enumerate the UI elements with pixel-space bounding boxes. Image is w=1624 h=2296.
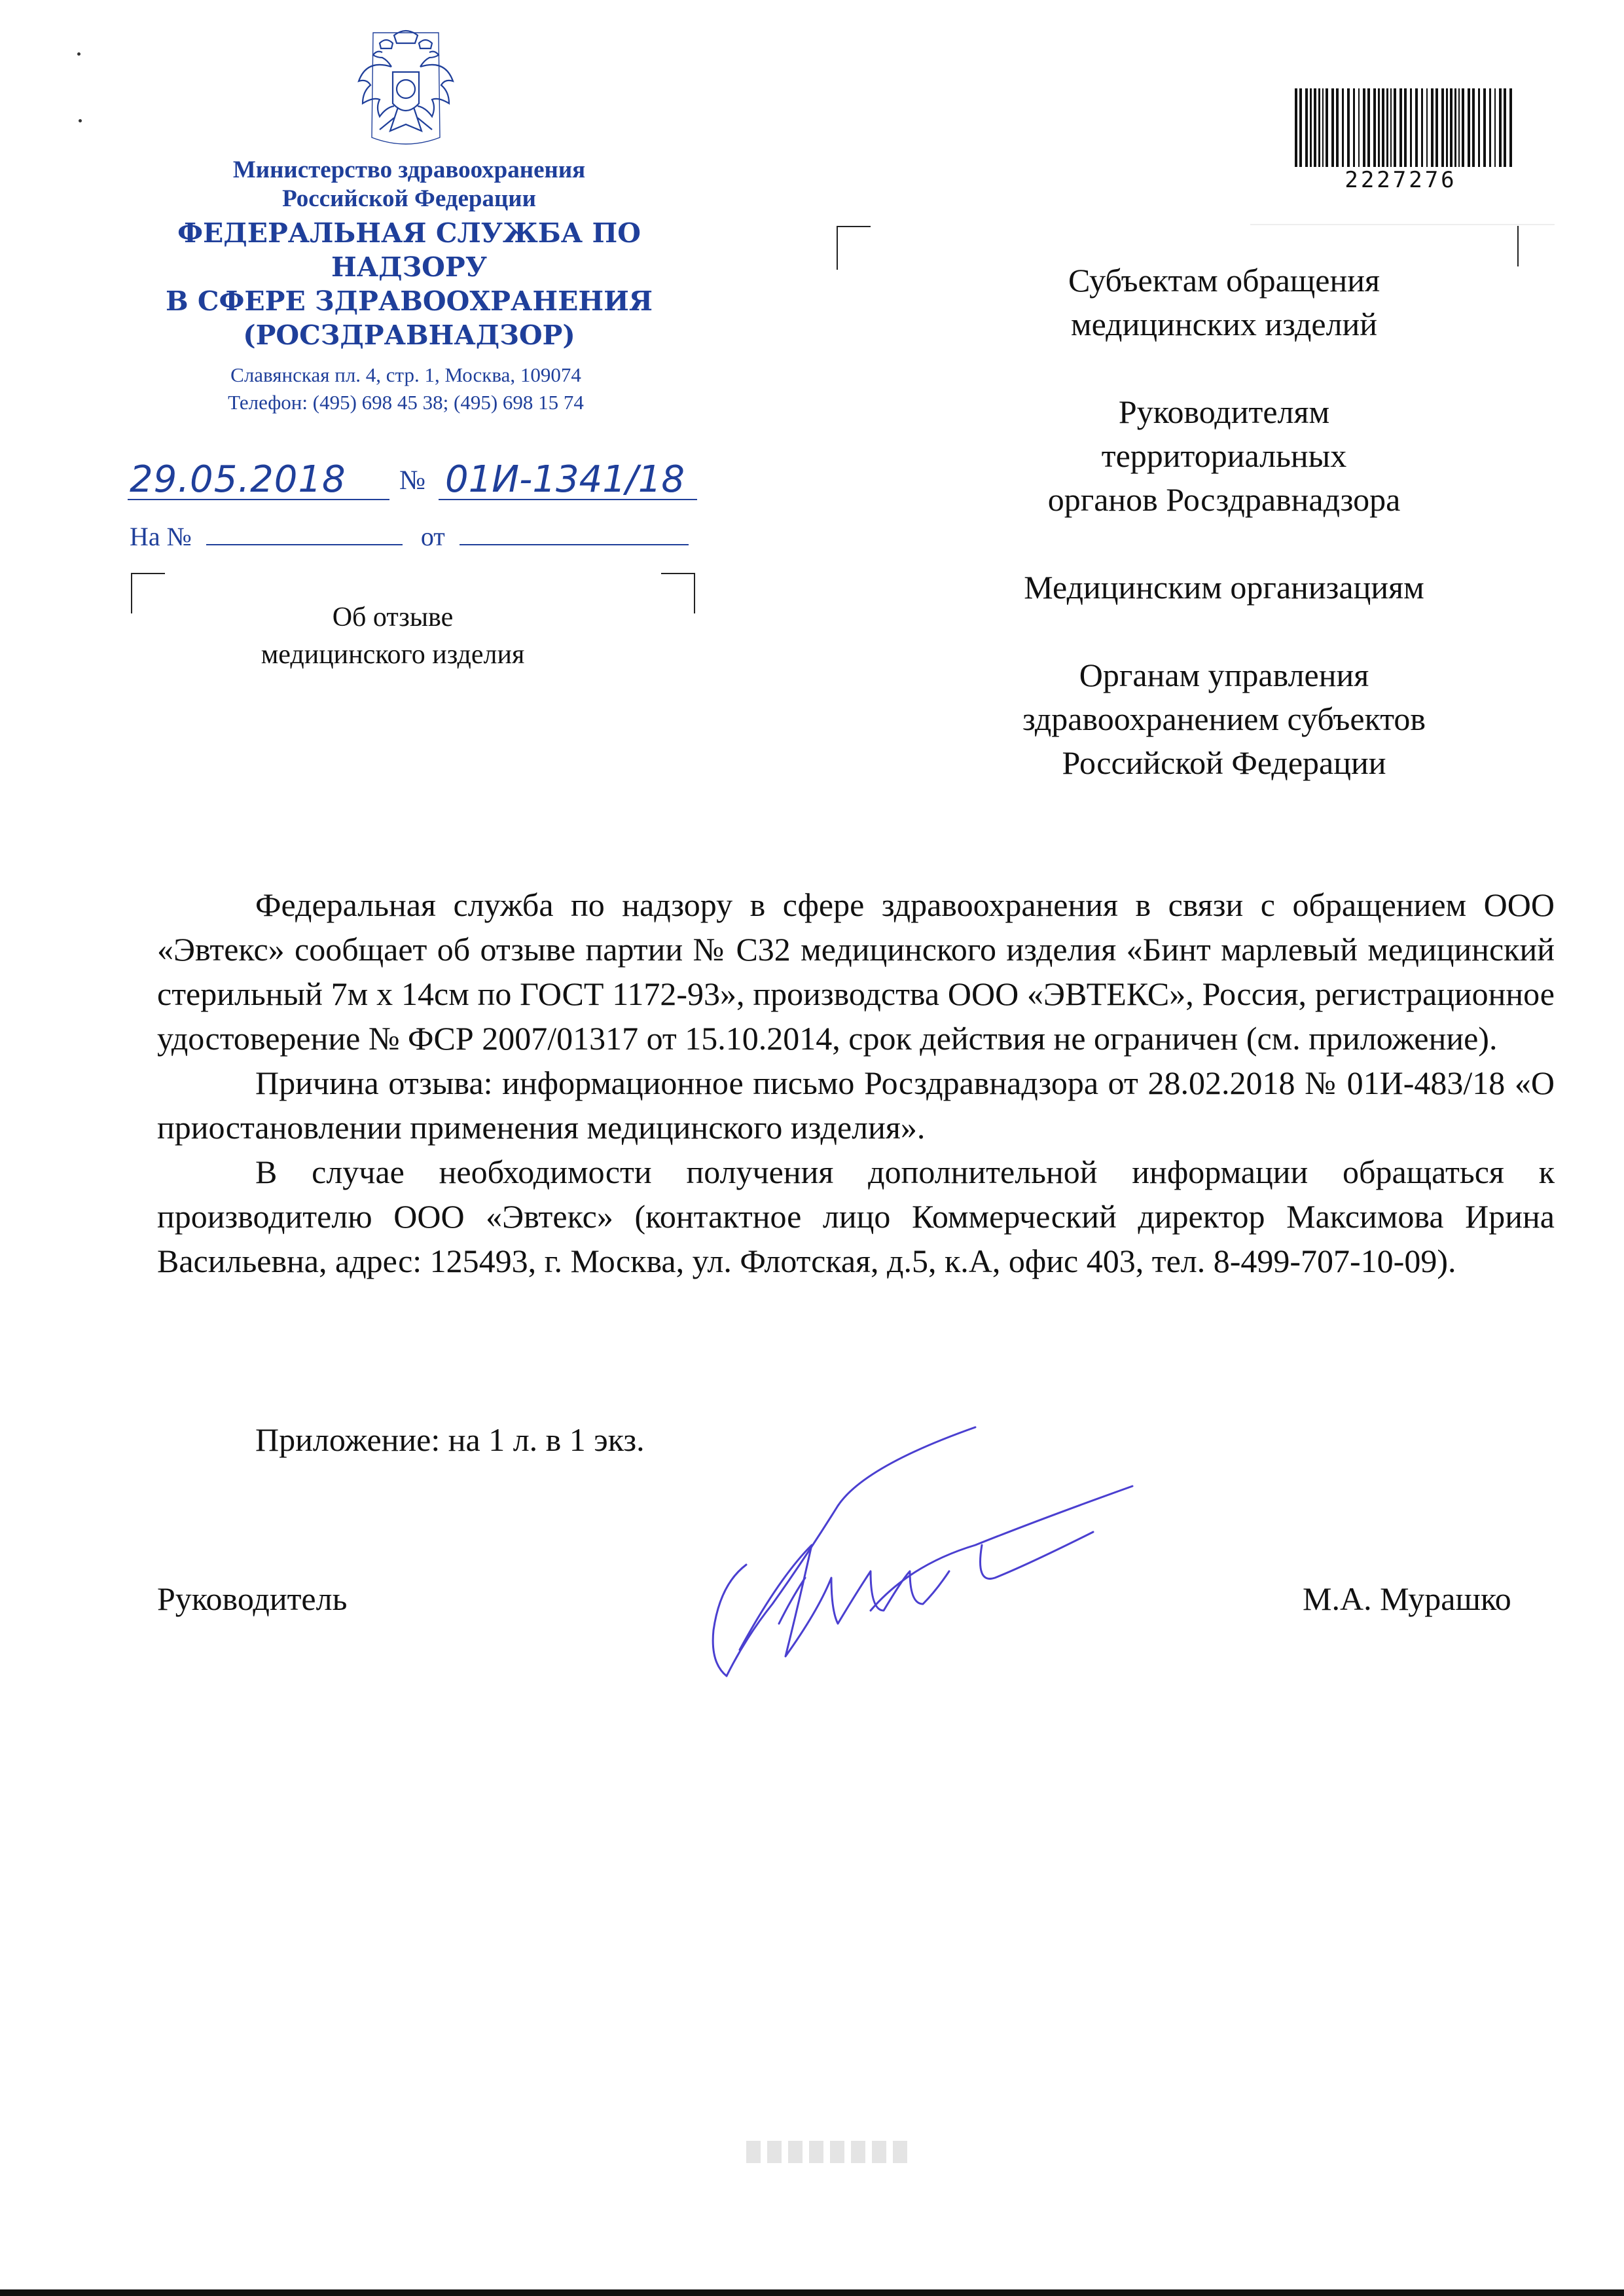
scan-speck xyxy=(79,119,82,122)
subject-line-2: медицинского изделия xyxy=(261,640,525,670)
ministry-line-2: Российской Федерации xyxy=(282,185,536,212)
recipient-group xyxy=(890,259,1558,346)
agency-line-1: ФЕДЕРАЛЬНАЯ СЛУЖБА ПО НАДЗОРУ xyxy=(177,217,641,283)
recipient-line: Органам управления xyxy=(1079,657,1369,693)
signer-name: М.А. Мурашко xyxy=(1303,1580,1511,1617)
faint-stamp-mark xyxy=(740,2121,923,2174)
barcode-bar xyxy=(1399,88,1402,167)
barcode-bar xyxy=(1295,88,1297,167)
registration-number-label: № xyxy=(399,465,426,496)
barcode-bar xyxy=(1299,88,1302,167)
barcode-bar xyxy=(1322,88,1324,167)
attachment-note: Приложение: на 1 л. в 1 экз. xyxy=(255,1421,645,1458)
ministry-name xyxy=(164,156,655,213)
address-bracket-left xyxy=(837,226,871,270)
recipient-line: здравоохранением субъектов xyxy=(1022,701,1426,737)
registration-number: 01И-1341/18 xyxy=(445,458,685,501)
barcode-bar xyxy=(1331,88,1334,167)
coat-of-arms-icon xyxy=(353,26,458,151)
body-paragraph-3: В случае необходимости получения дополнительной информации обращаться к производителю ООО «Эвтекс» (контактное лицо Коммерческий директор Максимова Ирина Васильевна, адрес: 125493, г. Москва, ул. Флотская, д.5, к.А, офис 403, тел. 8-499-707-10-09). xyxy=(157,1154,1555,1279)
reference-date-blank xyxy=(460,520,689,545)
barcode-bar xyxy=(1367,88,1370,167)
barcode-bar xyxy=(1326,88,1328,167)
recipient-line: Субъектам обращения xyxy=(1068,262,1380,299)
barcode-bar xyxy=(1353,88,1355,167)
barcode-icon xyxy=(1250,62,1555,226)
barcode-bar xyxy=(1410,88,1412,167)
letter-body xyxy=(157,883,1555,1283)
barcode-bar xyxy=(1499,88,1502,167)
agency-line-3: (РОСЗДРАВНАДЗОР) xyxy=(243,319,575,351)
subject-bracket-left xyxy=(131,573,165,613)
reference-number-blank xyxy=(206,520,403,545)
barcode-bar xyxy=(1415,88,1418,167)
number-underline xyxy=(439,499,697,500)
barcode-bar xyxy=(1318,88,1320,167)
recipient-line: Руководителям xyxy=(1118,393,1330,430)
barcode-bar xyxy=(1472,88,1475,167)
barcode-bar xyxy=(1509,88,1512,167)
barcode-bar xyxy=(1468,88,1470,167)
barcode-bar xyxy=(1404,88,1407,167)
handwritten-signature xyxy=(700,1414,1159,1715)
body-paragraph-1: Федеральная служба по надзору в сфере здравоохранения в связи с обращением ООО «Эвтекс» сообщает об отзыве партии № С32 медицинского изделия «Бинт марлевый медицинский стерильный 7м х 14см по ГОСТ 1172-93», производства ООО «ЭВТЕКС», Россия, регистрационное удостоверение № ФСР 2007/01317 от 15.10.2014, срок действия не ограничен (см. приложение). xyxy=(157,886,1555,1057)
reference-from-label: от xyxy=(420,522,445,551)
barcode-bar xyxy=(1450,88,1453,167)
reference-number-label: На № xyxy=(130,522,192,551)
barcode-bar xyxy=(1494,88,1496,167)
barcode-bar xyxy=(1378,88,1380,167)
recipients-block xyxy=(890,259,1558,829)
recipient-group xyxy=(890,653,1558,785)
barcode-bar xyxy=(1336,88,1339,167)
ministry-line-1: Министерство здравоохранения xyxy=(232,156,586,183)
address-line: Славянская пл. 4, стр. 1, Москва, 109074 xyxy=(230,363,581,386)
agency-address xyxy=(144,361,668,416)
barcode-bar xyxy=(1394,88,1396,167)
barcode-bar xyxy=(1446,88,1448,167)
barcode-bar xyxy=(1314,88,1316,167)
agency-name xyxy=(105,216,713,352)
recipient-group xyxy=(890,566,1558,610)
barcode-bar xyxy=(1342,88,1344,167)
barcode-bar xyxy=(1386,88,1388,167)
barcode-number: 2227276 xyxy=(1344,167,1457,193)
recipient-line: Российской Федерации xyxy=(1062,744,1386,781)
barcode-bar xyxy=(1358,88,1360,167)
recipient-group xyxy=(890,390,1558,522)
registration-date: 29.05.2018 xyxy=(130,458,346,501)
date-underline xyxy=(128,499,389,500)
barcode-bar xyxy=(1431,88,1434,167)
barcode-bar xyxy=(1441,88,1444,167)
barcode-bar xyxy=(1421,88,1423,167)
barcode-bar xyxy=(1483,88,1486,167)
scan-speck xyxy=(77,52,81,56)
barcode-area xyxy=(1250,62,1555,226)
barcode-bar xyxy=(1373,88,1376,167)
barcode-bar xyxy=(1310,88,1312,167)
barcode-bar xyxy=(1462,88,1464,167)
barcode-bar xyxy=(1458,88,1460,167)
agency-line-2: В СФЕРЕ ЗДРАВООХРАНЕНИЯ xyxy=(165,285,653,317)
recipient-line: Медицинским организациям xyxy=(1024,569,1424,606)
barcode-bar xyxy=(1305,88,1308,167)
recipient-line: органов Росздравнадзора xyxy=(1047,481,1401,518)
barcode-bar xyxy=(1390,88,1392,167)
subject-line-1: Об отзыве xyxy=(332,602,454,632)
barcode-bar xyxy=(1426,88,1428,167)
barcode-bar xyxy=(1478,88,1480,167)
recipient-line: территориальных xyxy=(1101,437,1347,474)
reference-row xyxy=(130,520,719,552)
body-paragraph-2: Причина отзыва: информационное письмо Росздравнадзора от 28.02.2018 № 01И-483/18 «О приостановлении применения медицинского изделия». xyxy=(157,1065,1555,1146)
barcode-bar xyxy=(1489,88,1491,167)
barcode-bar xyxy=(1347,88,1350,167)
signer-role: Руководитель xyxy=(157,1580,348,1617)
recipient-line: медицинских изделий xyxy=(1070,306,1378,342)
phone-line: Телефон: (495) 698 45 38; (495) 698 15 74 xyxy=(228,391,584,414)
barcode-bar xyxy=(1454,88,1456,167)
subject-bracket-right xyxy=(661,573,695,613)
scan-edge xyxy=(0,2289,1624,2296)
barcode-bar xyxy=(1504,88,1506,167)
barcode-bar xyxy=(1435,88,1438,167)
barcode-bar xyxy=(1382,88,1384,167)
letter-subject xyxy=(164,599,622,674)
barcode-bar xyxy=(1363,88,1365,167)
